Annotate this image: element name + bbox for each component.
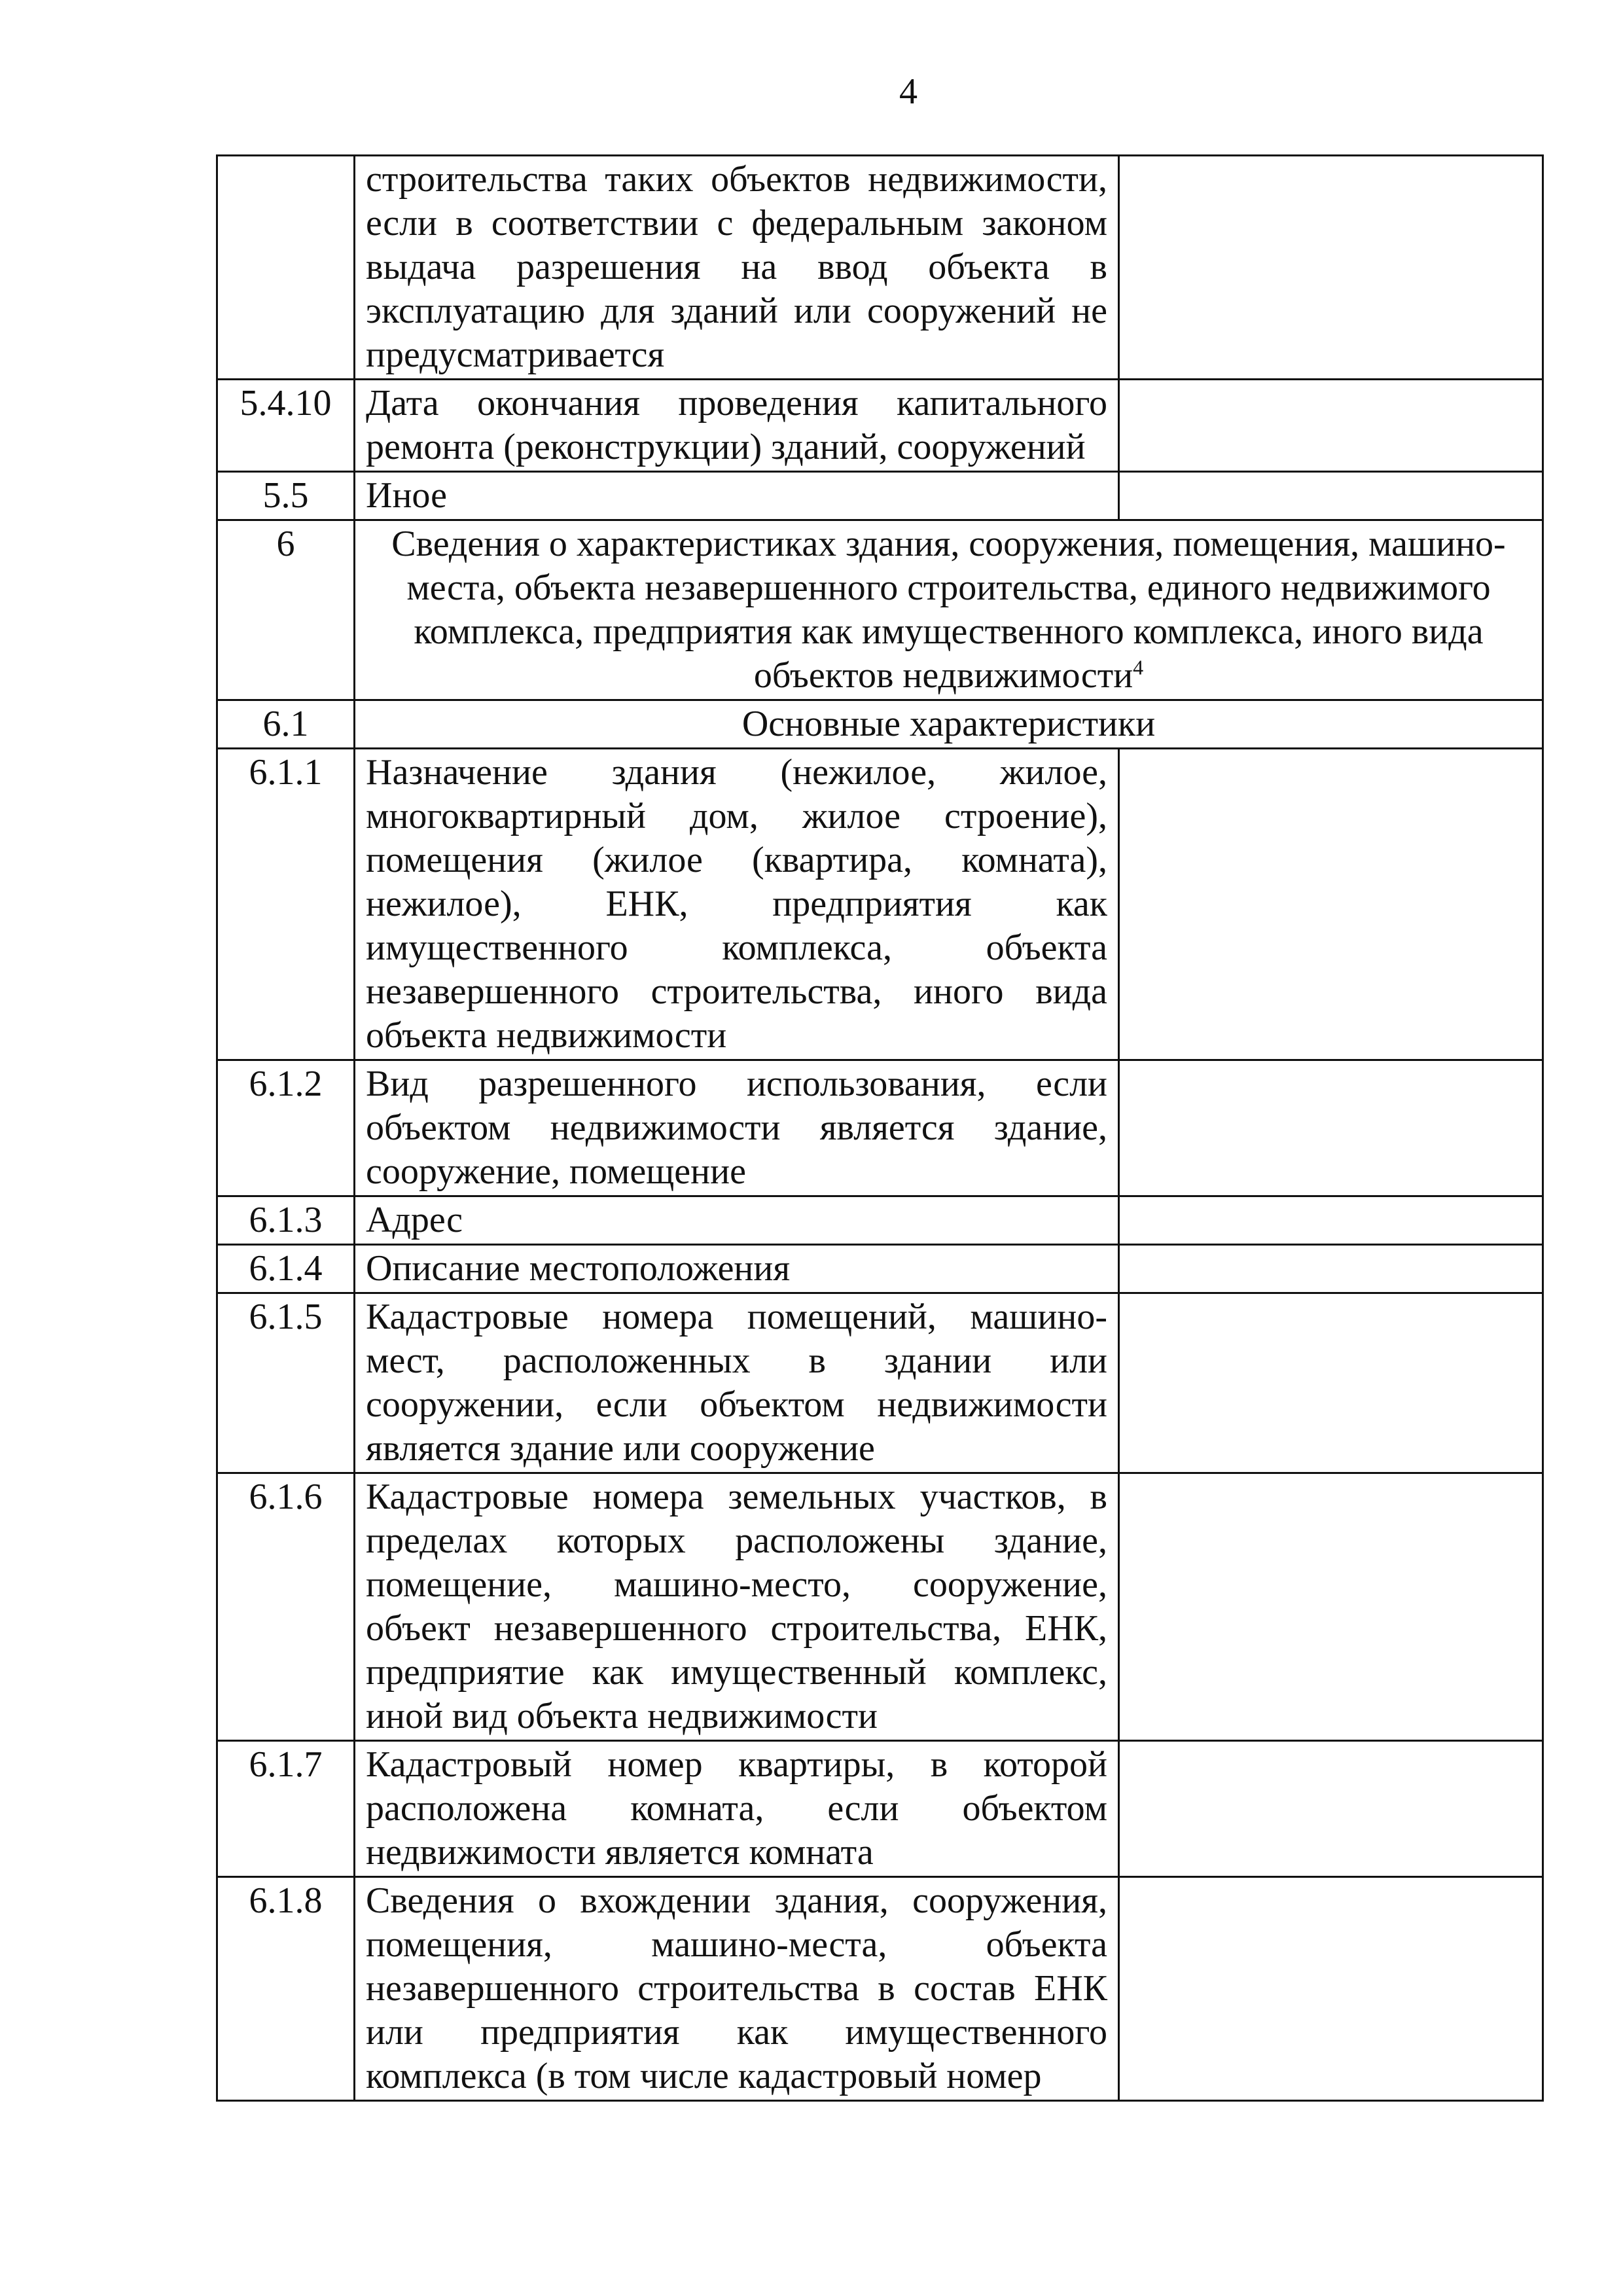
row-value <box>1119 749 1543 1060</box>
row-number: 6.1.4 <box>217 1245 355 1293</box>
subsection-heading-row <box>217 700 1543 749</box>
row-number: 6.1.5 <box>217 1293 355 1473</box>
row-description: Кадастровые номера земельных участков, в пределах которых расположены здание, помещение, машино-место, сооружение, объект незавершенного строительства, ЕНК, предприятие как имущественный комплекс, иной вид объекта недвижимости <box>355 1473 1119 1741</box>
row-value <box>1119 156 1543 380</box>
footnote-marker: 4 <box>1133 655 1144 679</box>
row-value <box>1119 1293 1543 1473</box>
subsection-number: 6.1 <box>217 700 355 749</box>
row-description: Иное <box>355 472 1119 520</box>
row-number <box>217 156 355 380</box>
row-description: строительства таких объектов недвижимости, если в соответствии с федеральным законом выдача разрешения на ввод объекта в эксплуатацию для зданий или сооружений не предусматривается <box>355 156 1119 380</box>
data-table <box>216 154 1544 2102</box>
table-row <box>217 380 1543 472</box>
table-row <box>217 1060 1543 1196</box>
row-value <box>1119 380 1543 472</box>
page-number: 4 <box>899 71 918 112</box>
row-value <box>1119 1196 1543 1245</box>
row-number: 6.1.8 <box>217 1877 355 2101</box>
row-description: Вид разрешенного использования, если объектом недвижимости является здание, сооружение, помещение <box>355 1060 1119 1196</box>
section-heading <box>355 520 1543 700</box>
row-number: 6.1.3 <box>217 1196 355 1245</box>
row-description: Описание местоположения <box>355 1245 1119 1293</box>
table-row <box>217 749 1543 1060</box>
table-row <box>217 1473 1543 1741</box>
row-number: 6.1.1 <box>217 749 355 1060</box>
row-value <box>1119 1741 1543 1877</box>
row-value <box>1119 1245 1543 1293</box>
section-number: 6 <box>217 520 355 700</box>
table-row <box>217 1877 1543 2101</box>
table-row <box>217 1196 1543 1245</box>
table-row <box>217 1245 1543 1293</box>
row-number: 6.1.7 <box>217 1741 355 1877</box>
row-description: Назначение здания (нежилое, жилое, многоквартирный дом, жилое строение), помещения (жилое (квартира, комната), нежилое), ЕНК, предприятия как имущественного комплекса, объекта незавершенного строительства, иного вида объекта недвижимости <box>355 749 1119 1060</box>
table-row <box>217 156 1543 380</box>
row-value <box>1119 1060 1543 1196</box>
row-number: 5.4.10 <box>217 380 355 472</box>
row-description: Адрес <box>355 1196 1119 1245</box>
row-value <box>1119 472 1543 520</box>
row-number: 6.1.6 <box>217 1473 355 1741</box>
subsection-title: Основные характеристики <box>355 700 1543 749</box>
table-row <box>217 472 1543 520</box>
section-title: Сведения о характеристиках здания, сооружения, помещения, машино-места, объекта незавершенного строительства, единого недвижимого комплекса, предприятия как имущественного комплекса, иного вида объектов недвижимости <box>391 524 1506 696</box>
row-description: Кадастровые номера помещений, машино-мест, расположенных в здании или сооружении, если объектом недвижимости является здание или сооружение <box>355 1293 1119 1473</box>
row-description: Дата окончания проведения капитального ремонта (реконструкции) зданий, сооружений <box>355 380 1119 472</box>
row-value <box>1119 1877 1543 2101</box>
table-row <box>217 1741 1543 1877</box>
section-heading-row <box>217 520 1543 700</box>
table-row <box>217 1293 1543 1473</box>
row-number: 5.5 <box>217 472 355 520</box>
row-number: 6.1.2 <box>217 1060 355 1196</box>
row-value <box>1119 1473 1543 1741</box>
row-description: Сведения о вхождении здания, сооружения, помещения, машино-места, объекта незавершенного строительства в состав ЕНК или предприятия как имущественного комплекса (в том числе кадастровый номер <box>355 1877 1119 2101</box>
row-description: Кадастровый номер квартиры, в которой расположена комната, если объектом недвижимости является комната <box>355 1741 1119 1877</box>
